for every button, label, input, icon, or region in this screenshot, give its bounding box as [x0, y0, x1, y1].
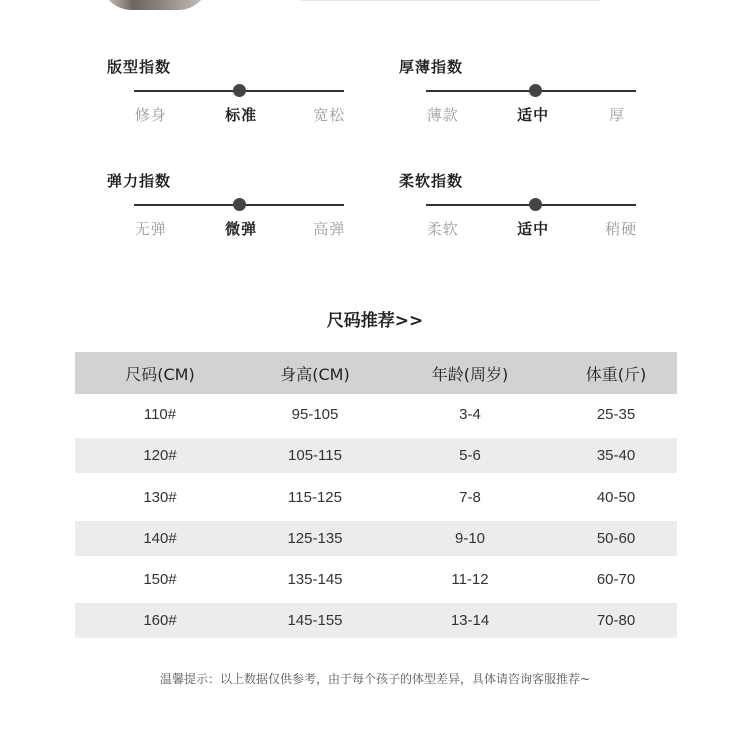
cell-weight: 50-60	[596, 529, 636, 547]
table-row	[75, 438, 677, 473]
index-title: 弹力指数	[107, 172, 172, 190]
index-title: 柔软指数	[399, 172, 464, 190]
index-marker	[529, 84, 542, 97]
cell-weight: 40-50	[596, 488, 636, 506]
index-option-selected: 适中	[517, 106, 550, 124]
index-title: 厚薄指数	[399, 58, 464, 76]
index-marker	[529, 198, 542, 211]
header-age: 年龄(周岁)	[431, 364, 509, 384]
header-weight: 体重(斤)	[585, 364, 647, 384]
index-option: 宽松	[313, 106, 346, 124]
cell-size: 140#	[143, 529, 177, 547]
header-height: 身高(CM)	[280, 364, 350, 384]
cell-height: 95-105	[291, 406, 339, 423]
table-row	[75, 603, 677, 638]
size-recommend-heading: 尺码推荐>>	[326, 311, 424, 331]
cell-height: 115-125	[288, 488, 342, 506]
cell-weight: 60-70	[596, 571, 636, 588]
index-option: 稍硬	[605, 220, 638, 238]
index-fit	[107, 56, 346, 156]
cell-size: 150#	[143, 571, 177, 588]
cell-size: 110#	[143, 406, 177, 423]
index-option: 薄款	[426, 106, 459, 124]
index-track	[426, 204, 636, 206]
cell-size: 130#	[143, 488, 177, 506]
index-elasticity	[107, 170, 346, 270]
index-marker	[233, 84, 246, 97]
cell-age: 11-12	[451, 571, 489, 588]
table-row	[75, 394, 677, 435]
cell-size: 160#	[143, 612, 177, 629]
table-row	[75, 521, 677, 556]
size-footnote: 温馨提示：以上数据仅供参考，由于每个孩子的体型差异，具体请咨询客服推荐~	[159, 672, 591, 686]
index-option: 高弹	[313, 220, 346, 238]
index-option: 柔软	[426, 220, 459, 238]
cell-age: 7-8	[459, 488, 481, 506]
index-option: 无弹	[134, 220, 167, 238]
product-photo-edge	[100, 0, 210, 10]
cell-weight: 25-35	[596, 406, 636, 423]
cell-weight: 35-40	[596, 447, 636, 464]
index-track	[134, 204, 344, 206]
header-size: 尺码(CM)	[125, 364, 195, 384]
table-row	[75, 477, 677, 518]
index-option-selected: 适中	[517, 220, 550, 238]
index-marker	[233, 198, 246, 211]
cell-age: 5-6	[459, 447, 481, 464]
table-row	[75, 559, 677, 600]
cell-weight: 70-80	[596, 612, 636, 629]
cell-height: 145-155	[287, 612, 343, 629]
cell-size: 120#	[143, 447, 177, 464]
index-softness	[399, 170, 638, 270]
index-title: 版型指数	[107, 58, 172, 76]
cell-height: 135-145	[287, 571, 343, 588]
cell-age: 13-14	[450, 612, 490, 629]
table-header-row	[75, 352, 677, 394]
index-option: 厚	[609, 106, 626, 124]
index-thickness	[399, 56, 626, 156]
cell-height: 105-115	[288, 447, 342, 464]
index-track	[426, 90, 636, 92]
index-option-selected: 微弹	[225, 220, 258, 238]
cell-age: 3-4	[459, 406, 481, 423]
divider	[300, 0, 600, 1]
size-table	[75, 352, 677, 642]
cell-age: 9-10	[454, 529, 486, 547]
index-option: 修身	[134, 106, 167, 124]
index-option-selected: 标准	[225, 106, 258, 124]
cell-height: 125-135	[287, 529, 343, 547]
index-track	[134, 90, 344, 92]
